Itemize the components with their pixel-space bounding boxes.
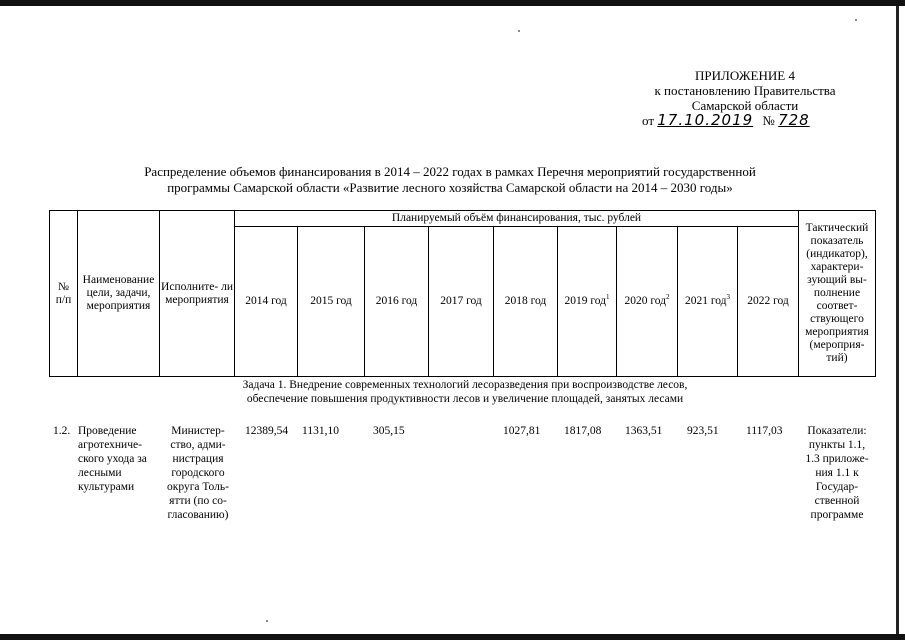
header-year: 2022 год — [738, 227, 799, 377]
cell-line: программе — [810, 509, 864, 521]
decree-date-number: от 17.10.2019 № 728 — [642, 111, 810, 129]
row-number: 1.2. — [53, 425, 71, 437]
cell-line: округа Толь- — [167, 481, 229, 493]
header-planned-financing: Планируемый объём финансирования, тыс. рублей — [235, 211, 799, 227]
cell-line: ство, адми- — [170, 439, 226, 451]
cell-line: ского ухода за — [78, 453, 147, 465]
cell-line: Министер- — [171, 425, 225, 437]
value-2018: 1027,81 — [503, 425, 541, 437]
row-activity-name — [78, 424, 162, 494]
cell-line: Показатели: — [807, 425, 867, 437]
value-2020: 1363,51 — [625, 425, 663, 437]
cell-line: ственной — [814, 495, 860, 507]
header-year: 2021 год$^3$ — [678, 227, 738, 377]
appendix-label: ПРИЛОЖЕНИЕ 4 — [695, 68, 795, 83]
scan-speck — [518, 30, 520, 32]
value-2022: 1117,03 — [746, 425, 783, 437]
cell-line: гласованию) — [167, 509, 229, 521]
header-year: 2020 год$^2$ — [617, 227, 678, 377]
header-number: № п/п — [50, 211, 78, 377]
footnote-mark: 3 — [726, 293, 731, 302]
footnote-mark: 1 — [606, 293, 610, 302]
cell-line: нистрация — [172, 453, 224, 465]
cell-line: Государ- — [815, 481, 859, 493]
cell-line: городского — [171, 467, 225, 479]
task-heading: Задача 1. Внедрение современных технологий лесоразведения при воспроизводстве лесов, обеспечение повышения продуктивности лесов и увеличение площадей, занятых лесами — [242, 379, 688, 405]
header-year: 2014 год — [235, 227, 298, 377]
scan-bottom-border — [0, 634, 905, 640]
header-year: 2018 год — [494, 227, 558, 377]
header-year: 2017 год — [429, 227, 494, 377]
header-year: 2016 год — [365, 227, 429, 377]
scan-speck — [266, 620, 268, 622]
scan-right-edge — [896, 6, 899, 634]
footnote-mark: 2 — [666, 293, 670, 302]
cell-line: 1.3 приложе- — [805, 453, 869, 465]
cell-line: ятти (по со- — [169, 495, 227, 507]
value-2015: 1131,10 — [302, 425, 339, 437]
header-executor: Исполните- ли мероприятия — [160, 211, 235, 377]
header-year: 2015 год — [298, 227, 365, 377]
scan-speck — [855, 19, 857, 21]
cell-line: лесными — [78, 467, 122, 479]
appendix-region: Самарской области — [691, 98, 799, 113]
value-2014: 12389,54 — [245, 425, 289, 437]
value-2021: 923,51 — [687, 425, 719, 437]
handwritten-number: 728 — [778, 111, 810, 129]
document-title: Распределение объемов финансирования в 2014 – 2022 годах в рамках Перечня мероприятий государственной программы Самарской области «Развитие лесного хозяйства Самарской области на 2014 – 2030 годы» — [144, 164, 756, 195]
header-indicator: Тактический показатель (индикатор), характери- зующий вы- полнение соответ- ствующего мероприятия (мероприя- тий) — [799, 211, 876, 377]
handwritten-date: 17.10.2019 — [657, 111, 754, 129]
header-name: Наименование цели, задачи, мероприятия — [78, 211, 160, 377]
cell-line: культурами — [78, 481, 135, 493]
header-year: 2019 год$^1$ — [558, 227, 617, 377]
value-2019: 1817,08 — [564, 425, 602, 437]
cell-line: агротехниче- — [78, 439, 142, 451]
appendix-decree: к постановлению Правительства — [654, 83, 836, 98]
cell-line: пункты 1.1, — [808, 439, 866, 451]
cell-line: Проведение — [78, 425, 137, 437]
financing-header-table — [49, 210, 876, 377]
row-indicator — [797, 424, 877, 522]
appendix-header — [600, 68, 890, 128]
cell-line: ния 1.1 к — [815, 467, 859, 479]
value-2016: 305,15 — [373, 425, 405, 437]
row-executor — [160, 424, 236, 522]
scan-top-border — [0, 0, 905, 6]
